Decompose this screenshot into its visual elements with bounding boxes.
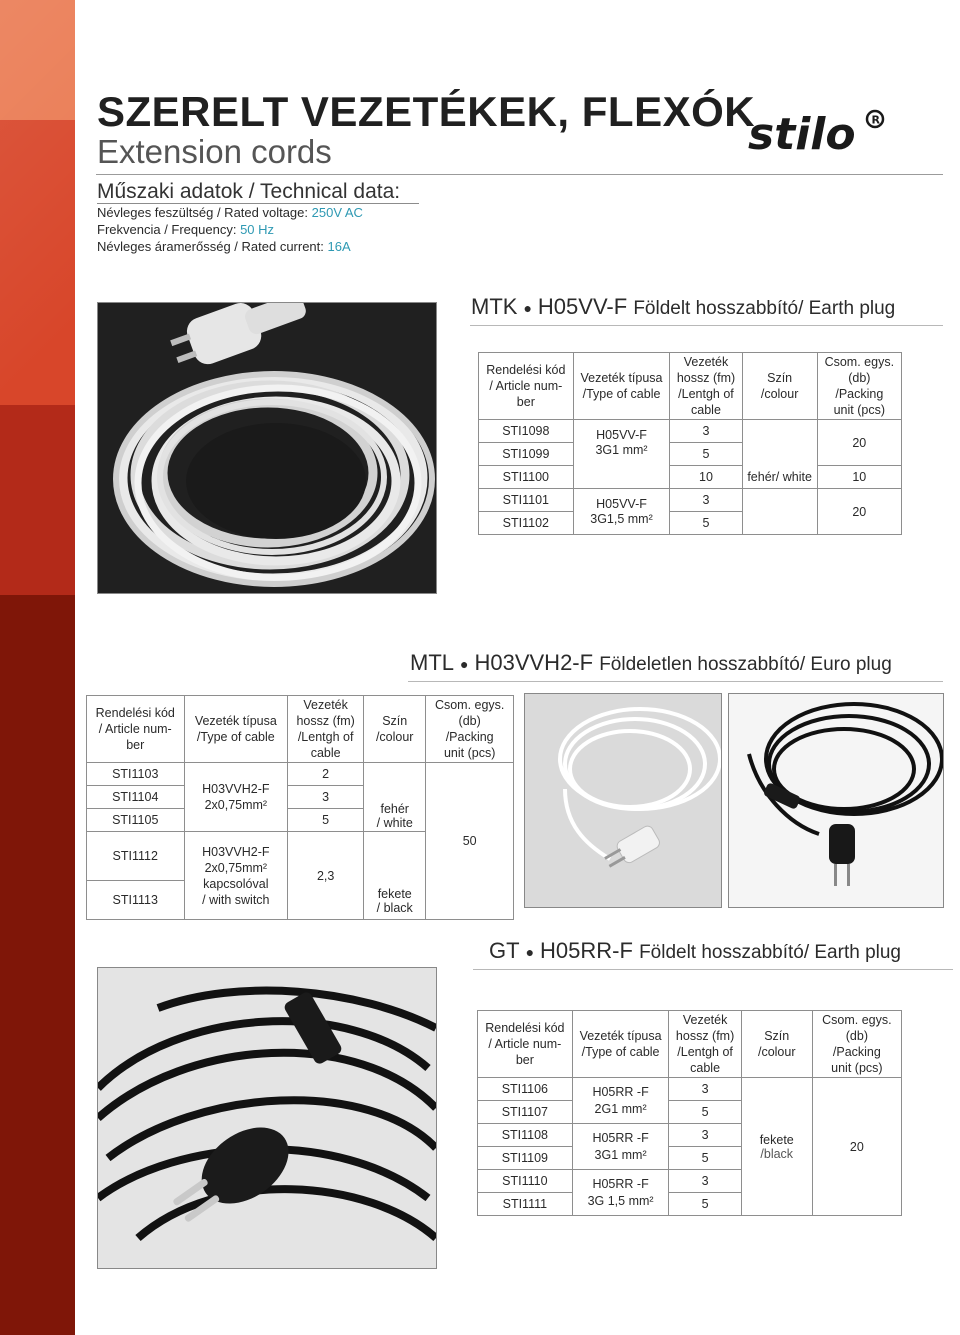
header-type: Vezeték típusa /Type of cable xyxy=(184,696,288,763)
table-cell-length: 2,3 xyxy=(288,832,364,920)
tech-heading: Műszaki adatok / Technical data: xyxy=(97,180,401,203)
table-cell-article: STI1110 xyxy=(478,1170,573,1193)
header-article: Rendelési kód / Article num- ber xyxy=(87,696,185,763)
table-gt xyxy=(477,1010,902,1216)
header-colour: Szín /colour xyxy=(742,353,817,420)
table-cell-colour: fekete /black xyxy=(741,1078,812,1216)
stilo-logo xyxy=(748,105,888,155)
header-packing: Csom. egys. (db) /Packing unit (pcs) xyxy=(817,353,901,420)
table-cell-length: 10 xyxy=(670,466,742,489)
table-cell-article: STI1099 xyxy=(479,443,574,466)
table-cell-length: 3 xyxy=(670,489,742,512)
spec-voltage: Névleges feszültség / Rated voltage: 250V AC xyxy=(97,205,363,220)
table-cell-type: H05VV-F 3G1 mm² xyxy=(573,420,670,466)
side-band-bottom xyxy=(0,595,75,1335)
spec-current: Névleges áramerősség / Rated current: 16A xyxy=(97,239,351,254)
header-packing: Csom. egys. (db) /Packing unit (pcs) xyxy=(426,696,514,763)
table-cell-article: STI1105 xyxy=(87,809,185,832)
table-cell-length: 3 xyxy=(669,1170,741,1193)
brand-wordmark: stilo xyxy=(748,109,856,155)
header-type: Vezeték típusa /Type of cable xyxy=(573,353,670,420)
svg-text:R: R xyxy=(871,113,880,127)
table-cell-type: H05RR -F 3G 1,5 mm² xyxy=(572,1170,669,1216)
table-cell-packing: 20 xyxy=(817,489,901,535)
header-colour: Szín /colour xyxy=(364,696,426,763)
table-cell-article: STI1101 xyxy=(479,489,574,512)
table-cell-length: 5 xyxy=(288,809,364,832)
table-cell-article: STI1104 xyxy=(87,786,185,809)
table-cell-colour: fekete / black xyxy=(364,832,426,920)
table-cell-length: 3 xyxy=(288,786,364,809)
table-cell-length: 5 xyxy=(670,443,742,466)
table-cell-colour: fehér / white xyxy=(364,763,426,832)
table-cell-article: STI1113 xyxy=(87,881,185,920)
header-divider xyxy=(96,174,943,175)
table-cell-type: H05VV-F 3G1,5 mm² xyxy=(573,489,670,535)
table-cell-article: STI1100 xyxy=(479,466,574,489)
product-photo-black-rubber-cord xyxy=(97,967,437,1269)
tech-underline xyxy=(97,203,419,204)
table-mtl xyxy=(86,695,514,920)
table-cell-length: 5 xyxy=(669,1101,741,1124)
table-cell-type-blank xyxy=(573,466,670,489)
side-band-shade xyxy=(0,0,75,595)
table-cell-article: STI1109 xyxy=(478,1147,573,1170)
table-cell-packing: 20 xyxy=(812,1078,901,1216)
header-colour: Szín /colour xyxy=(741,1011,812,1078)
table-cell-type: H03VVH2-F 2x0,75mm² kapcsolóval / with switch xyxy=(184,832,288,920)
table-cell-article: STI1108 xyxy=(478,1124,573,1147)
table-cell-type: H05RR -F 2G1 mm² xyxy=(572,1078,669,1124)
header-article: Rendelési kód / Article num- ber xyxy=(478,1011,573,1078)
header-article: Rendelési kód / Article num- ber xyxy=(479,353,574,420)
table-cell-length: 3 xyxy=(669,1078,741,1101)
table-cell-article: STI1107 xyxy=(478,1101,573,1124)
header-length: Vezeték hossz (fm) /Lentgh of cable xyxy=(288,696,364,763)
section-title-mtk: MTK ● H05VV-F Földelt hosszabbító/ Earth plug xyxy=(471,294,896,319)
spec-frequency: Frekvencia / Frequency: 50 Hz xyxy=(97,222,275,237)
table-cell-type: H03VVH2-F 2x0,75mm² xyxy=(184,763,288,832)
table-mtk xyxy=(478,352,902,535)
table-cell-packing: 10 xyxy=(817,466,901,489)
table-cell-colour-blank xyxy=(742,489,817,535)
product-photo-black-switch-cord xyxy=(728,693,944,908)
header-length: Vezeték hossz (fm) /Lentgh of cable xyxy=(669,1011,741,1078)
header-length: Vezeték hossz (fm) /Lentgh of cable xyxy=(670,353,742,420)
page-title: SZERELT VEZETÉKEK, FLEXÓK xyxy=(97,88,756,135)
header-packing: Csom. egys. (db) /Packing unit (pcs) xyxy=(812,1011,901,1078)
table-cell-length: 2 xyxy=(288,763,364,786)
product-photo-white-cord xyxy=(97,302,437,594)
table-cell-article: STI1102 xyxy=(479,512,574,535)
table-cell-article: STI1098 xyxy=(479,420,574,443)
section-line-mtl xyxy=(408,681,943,682)
table-cell-packing: 20 xyxy=(817,420,901,466)
table-cell-length: 3 xyxy=(669,1124,741,1147)
section-line-mtk xyxy=(470,325,943,326)
table-cell-article: STI1103 xyxy=(87,763,185,786)
page-subtitle: Extension cords xyxy=(97,133,332,170)
table-cell-article: STI1112 xyxy=(87,832,185,881)
table-cell-length: 5 xyxy=(670,512,742,535)
table-cell-packing: 50 xyxy=(426,763,514,920)
section-line-gt xyxy=(473,969,953,970)
product-photo-white-euro-cord xyxy=(524,693,722,908)
table-cell-colour: fehér/ white xyxy=(742,466,817,489)
table-cell-article: STI1111 xyxy=(478,1193,573,1216)
table-cell-article: STI1106 xyxy=(478,1078,573,1101)
table-cell-length: 5 xyxy=(669,1193,741,1216)
table-cell-colour-blank xyxy=(742,420,817,466)
table-cell-length: 5 xyxy=(669,1147,741,1170)
section-title-gt: GT ● H05RR-F Földelt hosszabbító/ Earth plug xyxy=(489,938,901,963)
section-title-mtl: MTL ● H03VVH2-F Földeletlen hosszabbító/ Euro plug xyxy=(410,650,892,675)
header-type: Vezeték típusa /Type of cable xyxy=(572,1011,669,1078)
table-cell-length: 3 xyxy=(670,420,742,443)
table-cell-type: H05RR -F 3G1 mm² xyxy=(572,1124,669,1170)
